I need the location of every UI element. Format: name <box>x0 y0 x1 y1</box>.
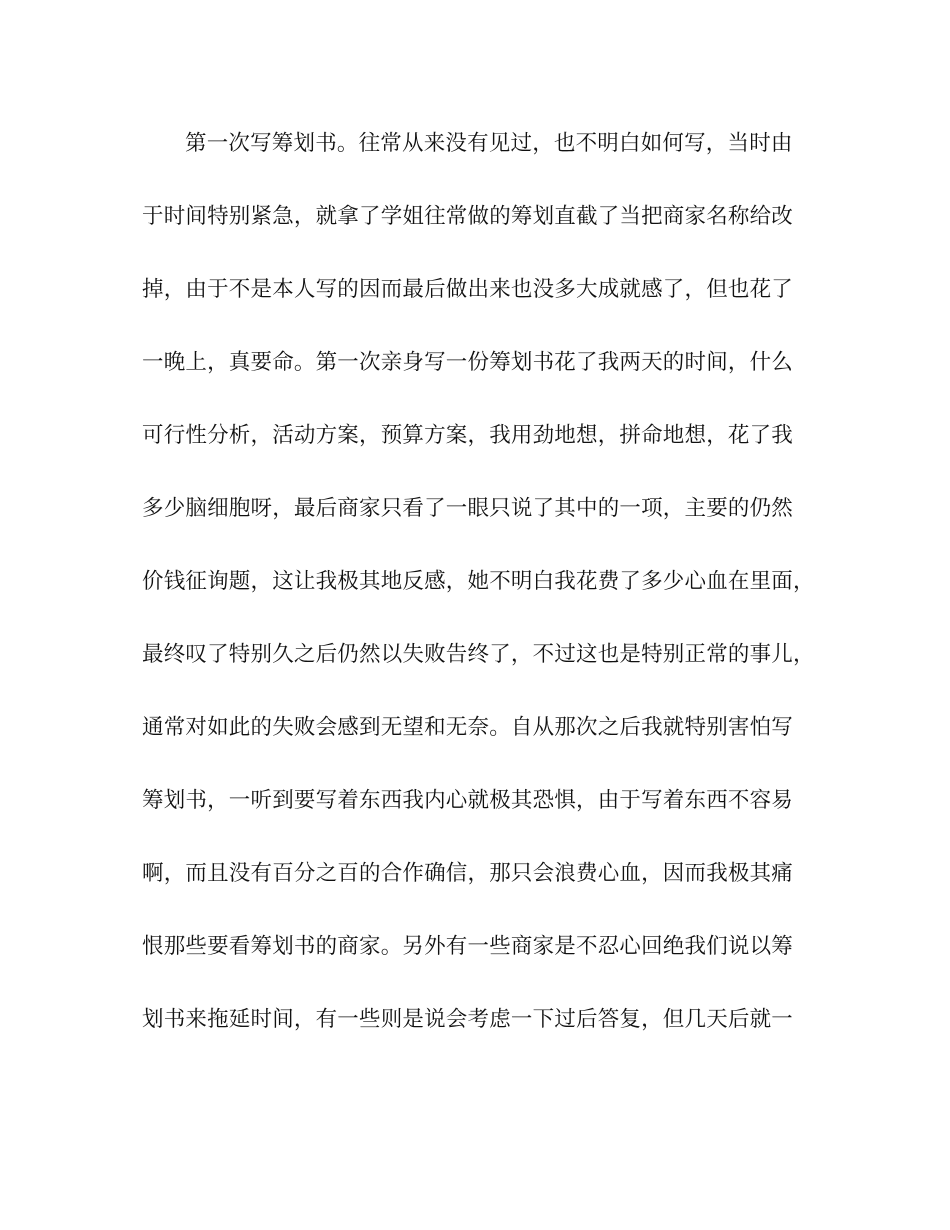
body-paragraph <box>142 124 822 1073</box>
paragraph-line: 最终叹了特别久之后仍然以失败告终了，不过这也是特别正常的事儿， <box>142 642 815 667</box>
paragraph-line: 划书来拖延时间，有一些则是说会考虑一下过后答复，但几天后就一 <box>142 1007 794 1032</box>
paragraph-line: 价钱征询题，这让我极其地反感，她不明白我花费了多少心血在里面， <box>142 569 815 594</box>
paragraph-line: 一晚上，真要命。第一次亲身写一份筹划书花了我两天的时间，什么 <box>142 350 794 375</box>
paragraph-line: 啊，而且没有百分之百的合作确信，那只会浪费心血，因而我极其痛 <box>142 861 794 886</box>
paragraph-line: 恨那些要看筹划书的商家。另外有一些商家是不忍心回绝我们说以筹 <box>142 934 794 959</box>
paragraph-line: 于时间特别紧急，就拿了学姐往常做的筹划直截了当把商家名称给改 <box>142 204 794 229</box>
paragraph-line: 可行性分析，活动方案，预算方案，我用劲地想，拼命地想，花了我 <box>142 423 794 448</box>
paragraph-line: 第一次写筹划书。往常从来没有见过，也不明白如何写，当时由 <box>185 131 793 156</box>
paragraph-line: 掉，由于不是本人写的因而最后做出来也没多大成就感了，但也花了 <box>142 277 794 302</box>
paragraph-line: 筹划书，一听到要写着东西我内心就极其恐惧，由于写着东西不容易 <box>142 788 794 813</box>
paragraph-line: 通常对如此的失败会感到无望和无奈。自从那次之后我就特别害怕写 <box>142 715 794 740</box>
paragraph-line: 多少脑细胞呀，最后商家只看了一眼只说了其中的一项，主要的仍然 <box>142 496 794 521</box>
